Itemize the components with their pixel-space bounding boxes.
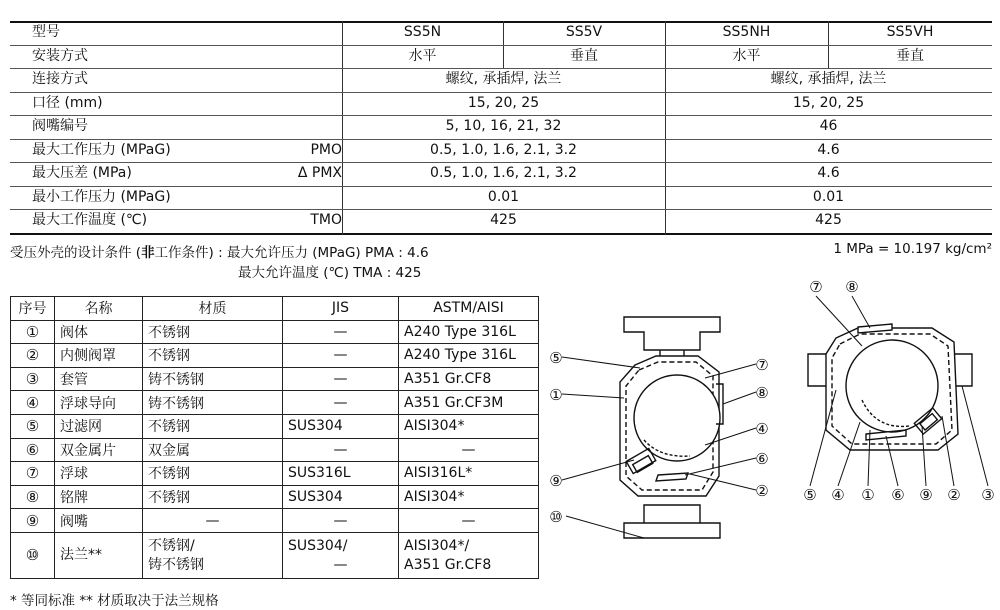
callout-label: ③ (981, 486, 995, 504)
row-value: 46 (819, 118, 838, 134)
part-no: ③ (11, 367, 55, 391)
callout-label: ⑧ (755, 384, 769, 402)
part-astm (399, 532, 539, 578)
design-conditions-line2: 最大允许温度 (℃) TMA : 425 (238, 265, 422, 281)
right-cross-section (808, 324, 972, 450)
row-value: 水平 (732, 47, 761, 64)
callout-label: ⑨ (919, 486, 933, 504)
table-row (11, 391, 539, 415)
table-bottom-rule (10, 233, 992, 235)
callout-label: ⑨ (549, 472, 563, 490)
callout-label: ② (755, 482, 769, 500)
header-label: 型号 (32, 24, 60, 40)
row-value: 0.5, 1.0, 1.6, 2.1, 3.2 (430, 165, 577, 181)
table-row (11, 320, 539, 344)
row-value: 425 (490, 212, 517, 228)
part-astm: A240 Type 316L (399, 320, 539, 344)
part-no: ⑥ (11, 438, 55, 462)
part-material: 不锈钢 (143, 462, 283, 486)
part-material: 不锈钢 (143, 344, 283, 368)
model-ss5n: SS5N (403, 24, 442, 40)
table-row (11, 532, 539, 578)
part-name: 阀体 (55, 320, 143, 344)
row-label: 连接方式 (32, 71, 88, 87)
part-material (143, 532, 283, 578)
row-value: 15, 20, 25 (792, 94, 865, 111)
parts-header-row (11, 297, 539, 321)
part-astm: A240 Type 316L (399, 344, 539, 368)
callout-label: ④ (831, 486, 845, 504)
row-label: 最大工作压力 (MPaG) (32, 141, 171, 158)
material-line1: 不锈钢/ (148, 537, 195, 554)
table-row (11, 367, 539, 391)
table-row (11, 344, 539, 368)
astm-line2: A351 Gr.CF8 (404, 556, 492, 573)
row-value: 15, 20, 25 (467, 94, 540, 111)
part-no: ② (11, 344, 55, 368)
part-name: 浮球导向 (55, 391, 143, 415)
part-name: 内侧阀罩 (55, 344, 143, 368)
row-value: 425 (815, 212, 842, 228)
material-line2: 铸不锈钢 (148, 556, 204, 573)
row-value: 垂直 (570, 47, 598, 64)
row-symbol: TMO (310, 212, 342, 228)
callout-label: ⑤ (803, 486, 817, 504)
steam-trap-cross-sections (540, 270, 1000, 570)
part-jis: — (283, 344, 399, 368)
part-material: 不锈钢 (143, 414, 283, 438)
part-astm: AISI316L* (399, 462, 539, 486)
row-value: 螺纹, 承插焊, 法兰 (770, 71, 887, 87)
callout-label: ⑧ (845, 278, 859, 296)
table-row (11, 509, 539, 533)
row-value: 5, 10, 16, 21, 32 (445, 118, 562, 134)
table-row (11, 485, 539, 509)
callout-label: ② (947, 486, 961, 504)
part-jis: SUS316L (283, 462, 399, 486)
row-label: 最小工作压力 (MPaG) (32, 188, 171, 205)
model-ss5v: SS5V (565, 24, 603, 40)
row-value: 0.01 (812, 188, 845, 205)
part-jis: SUS304 (283, 414, 399, 438)
row-value: 4.6 (817, 141, 840, 158)
callout-label: ⑦ (809, 278, 823, 296)
header-name: 名称 (55, 297, 143, 321)
part-name: 套管 (55, 367, 143, 391)
part-jis (283, 532, 399, 578)
header-material: 材质 (143, 297, 283, 321)
part-astm: — (399, 509, 539, 533)
part-astm: AISI304* (399, 414, 539, 438)
part-no: ⑧ (11, 485, 55, 509)
callout-label: ⑦ (755, 356, 769, 374)
part-jis: — (283, 438, 399, 462)
row-label: 口径 (mm) (32, 94, 103, 111)
part-no: ⑨ (11, 509, 55, 533)
row-symbol: Δ PMX (297, 165, 342, 181)
part-material: 铸不锈钢 (143, 367, 283, 391)
part-no: ⑩ (11, 532, 55, 578)
row-value: 水平 (408, 47, 437, 64)
part-astm: A351 Gr.CF8 (399, 367, 539, 391)
design-note-prefix: 受压外壳的设计条件 ( (10, 245, 142, 261)
part-jis: SUS304 (283, 485, 399, 509)
table-row (11, 462, 539, 486)
part-no: ⑤ (11, 414, 55, 438)
part-material: 不锈钢 (143, 320, 283, 344)
astm-line1: AISI304*/ (404, 537, 470, 554)
model-ss5nh: SS5NH (722, 24, 771, 40)
part-name: 法兰** (55, 532, 143, 578)
part-name: 浮球 (55, 462, 143, 486)
part-name: 双金属片 (55, 438, 143, 462)
part-astm: AISI304* (399, 485, 539, 509)
part-jis: — (283, 509, 399, 533)
part-jis: — (283, 391, 399, 415)
table-row (11, 414, 539, 438)
row-label: 最大压差 (MPa) (32, 165, 132, 181)
callout-label: ① (549, 386, 563, 404)
row-value: 4.6 (817, 165, 840, 181)
row-value: 0.5, 1.0, 1.6, 2.1, 3.2 (430, 141, 577, 158)
part-material: 铸不锈钢 (143, 391, 283, 415)
callout-label: ⑥ (891, 486, 905, 504)
row-value: 垂直 (896, 47, 924, 64)
header-astm: ASTM/AISI (399, 297, 539, 321)
row-label: 阀嘴编号 (32, 118, 88, 134)
part-material: 不锈钢 (143, 485, 283, 509)
design-note-suffix: 工作条件) : 最大允许压力 (MPaG) PMA : 4.6 (154, 245, 429, 261)
part-no: ⑦ (11, 462, 55, 486)
row-value: 0.01 (487, 188, 520, 205)
left-cross-section (620, 317, 723, 538)
part-no: ① (11, 320, 55, 344)
model-ss5vh: SS5VH (886, 24, 934, 40)
callout-label: ⑩ (549, 508, 563, 526)
row-symbol: PMO (310, 141, 342, 158)
spec-table (10, 21, 992, 235)
part-jis: — (283, 367, 399, 391)
row-label: 安装方式 (32, 47, 88, 64)
design-note-bold: 非 (141, 245, 155, 261)
parts-table (10, 296, 539, 579)
header-jis: JIS (283, 297, 399, 321)
part-name: 铭牌 (55, 485, 143, 509)
unit-conversion-note: 1 MPa = 10.197 kg/cm² (833, 241, 992, 257)
part-material: — (143, 509, 283, 533)
row-value: 螺纹, 承插焊, 法兰 (445, 71, 562, 87)
part-name: 过滤网 (55, 414, 143, 438)
callout-label: ⑤ (549, 349, 563, 367)
part-material: 双金属 (143, 438, 283, 462)
jis-line1: SUS304/ (288, 537, 348, 554)
table-row (11, 438, 539, 462)
footer-note: * 等同标准 ** 材质取决于法兰规格 (10, 593, 219, 609)
part-jis: — (283, 320, 399, 344)
jis-line2: — (333, 556, 348, 573)
part-name: 阀嘴 (55, 509, 143, 533)
row-label: 最大工作温度 (℃) (32, 212, 148, 228)
callout-label: ⑥ (755, 450, 769, 468)
part-astm: — (399, 438, 539, 462)
design-conditions-note (10, 241, 429, 261)
part-astm: A351 Gr.CF3M (399, 391, 539, 415)
callout-label: ④ (755, 420, 769, 438)
header-no: 序号 (11, 297, 55, 321)
callout-label: ① (861, 486, 875, 504)
part-no: ④ (11, 391, 55, 415)
